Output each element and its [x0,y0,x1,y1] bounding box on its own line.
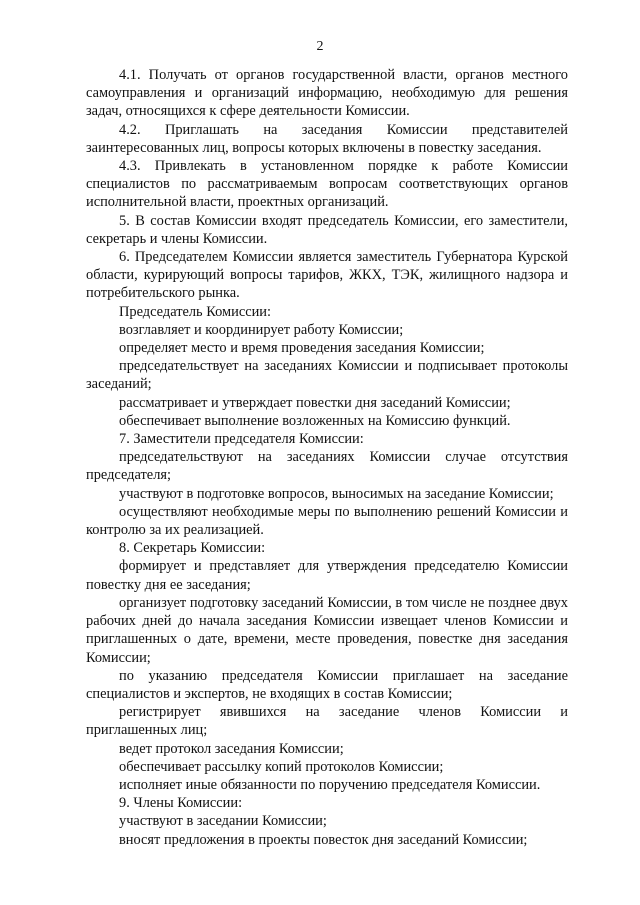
paragraph-4-2: 4.2. Приглашать на заседания Комиссии представителей заинтересованных лиц, вопросы которых включены в повестку заседания. [86,121,568,156]
chairman-duty: возглавляет и координирует работу Комиссии; [119,321,404,338]
chairman-duty: определяет место и время проведения заседания Комиссии; [119,340,485,357]
secretary-duty: обеспечивает рассылку копий протоколов Комиссии; [119,758,444,775]
paragraph-5: 5. В состав Комиссии входят председатель Комиссии, его заместители, секретарь и члены Комиссии. [86,212,568,247]
secretary-duty: по указанию председателя Комиссии приглашает на заседание специалистов и экспертов, не входящих в состав Комиссии; [86,667,568,702]
secretary-duty: организует подготовку заседаний Комиссии, в том числе не позднее двух рабочих дней до начала заседания Комиссии извещает членов Комиссии и приглашенных о дате, времени, месте проведения, повестке дня заседания Комиссии; [86,594,568,666]
paragraph-4-3: 4.3. Привлекать в установленном порядке к работе Комиссии специалистов по рассматриваемым вопросам соответствующих органов исполнительной власти, проектных организаций. [86,158,568,211]
secretary-duty: исполняет иные обязанности по поручению председателя Комиссии. [119,776,541,793]
deputy-duty: председательствуют на заседаниях Комиссии случае отсутствия председателя; [86,449,568,484]
page-number: 2 [316,39,324,54]
secretary-duty: регистрирует явившихся на заседание членов Комиссии и приглашенных лиц; [86,704,568,739]
deputy-duty: осуществляют необходимые меры по выполнению решений Комиссии и контролю за их реализацией. [86,503,568,539]
secretary-duty: ведет протокол заседания Комиссии; [119,740,344,757]
paragraph-9: 9. Члены Комиссии: [119,795,243,812]
paragraph-6: 6. Председателем Комиссии является заместитель Губернатора Курской области, курирующий вопросы тарифов, ЖКХ, ТЭК, жилищного надзора и потребительского рынка. [86,249,568,302]
paragraph-4-1: 4.1. Получать от органов государственной власти, органов местного самоуправления и организаций информацию, необходимую для решения задач, относящихся к сфере деятельности Комиссии. [86,67,568,120]
deputy-duty: участвуют в подготовке вопросов, выносимых на заседание Комиссии; [119,485,554,502]
secretary-duty: формирует и представляет для утверждения председателю Комиссии повестку дня ее заседания; [86,558,568,593]
member-duty: участвуют в заседании Комиссии; [119,813,327,830]
paragraph-7: 7. Заместители председателя Комиссии: [119,431,364,448]
chairman-heading: Председатель Комиссии: [119,303,272,320]
document-body [86,66,568,849]
member-duty: вносят предложения в проекты повесток дня заседаний Комиссии; [119,831,528,848]
chairman-duty: рассматривает и утверждает повестки дня заседаний Комиссии; [119,394,511,411]
paragraph-8: 8. Секретарь Комиссии: [119,540,266,557]
chairman-duty: председательствует на заседаниях Комиссии и подписывает протоколы заседаний; [86,358,568,393]
chairman-duty: обеспечивает выполнение возложенных на Комиссию функций. [119,412,511,429]
